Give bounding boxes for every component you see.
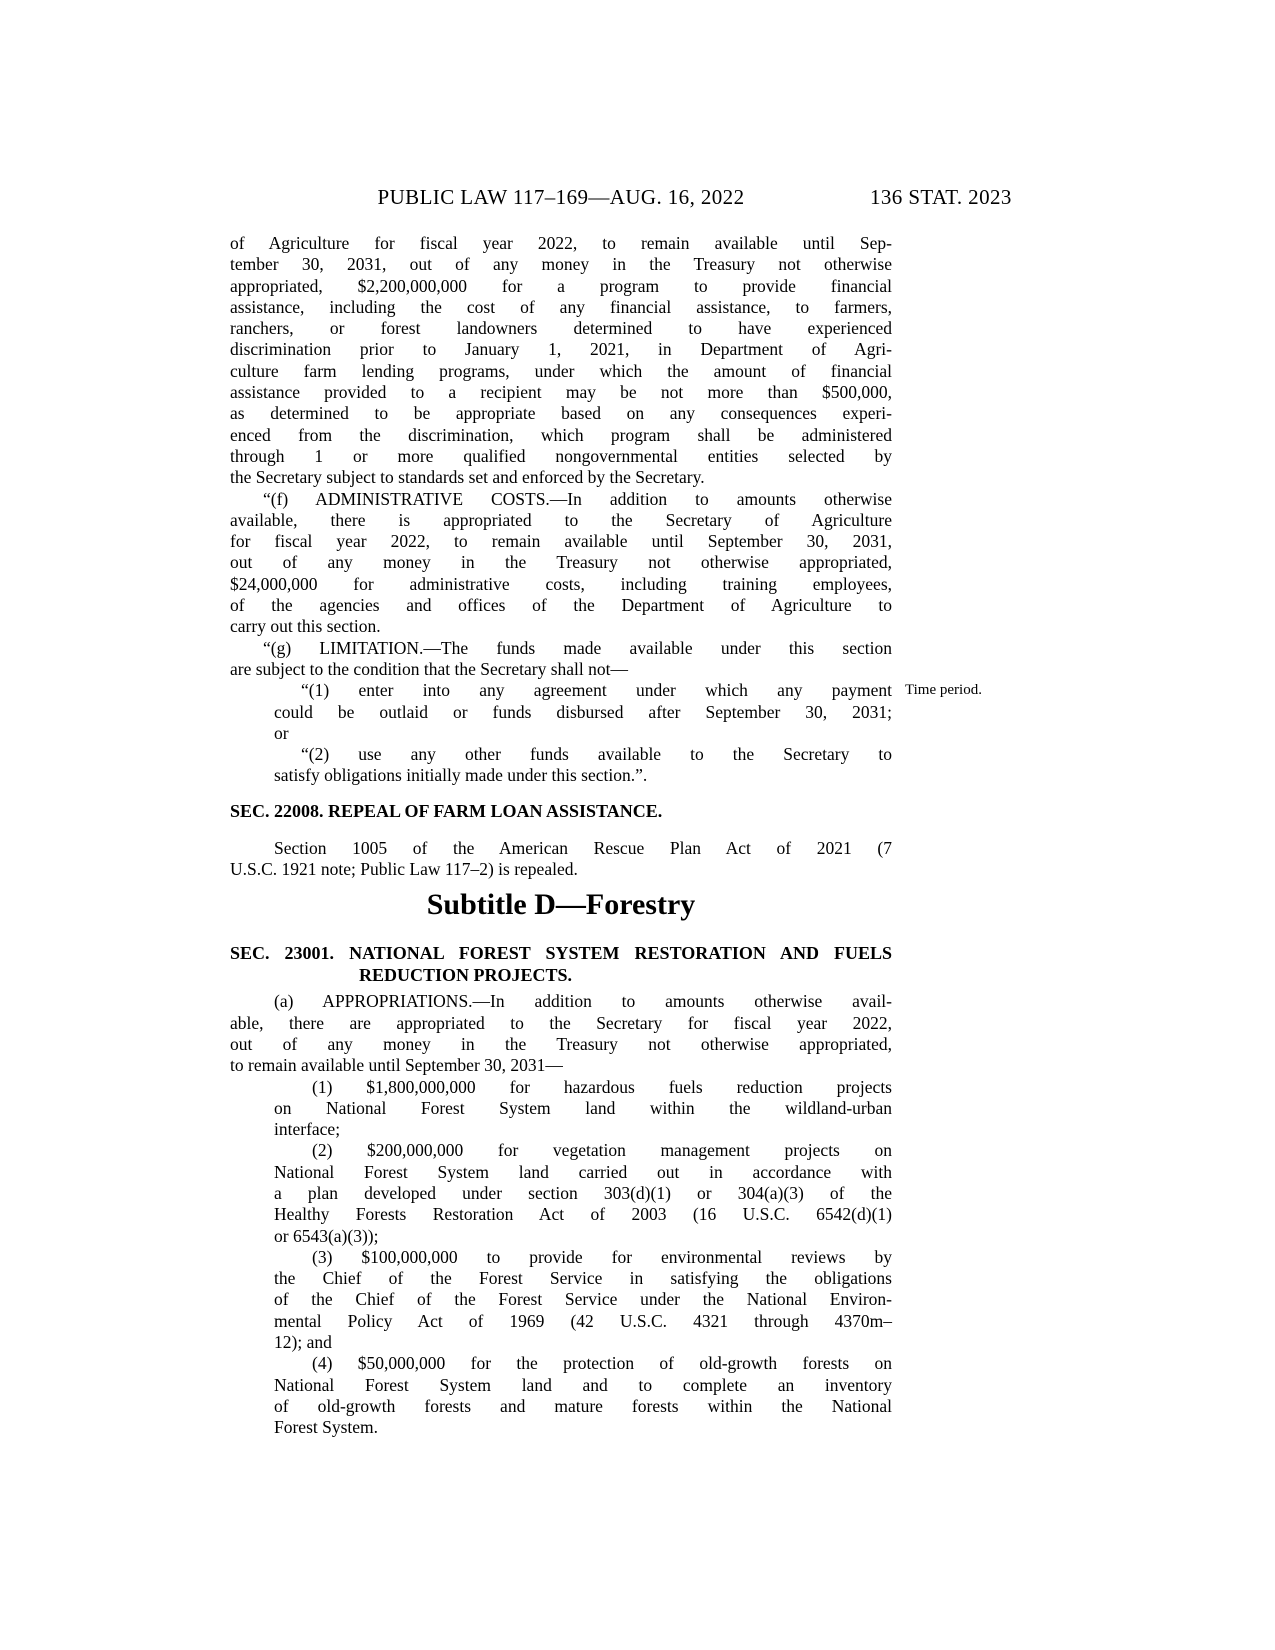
text-line: U.S.C. 1921 note; Public Law 117–2) is repealed. (230, 859, 578, 880)
item-a-3 (274, 1247, 892, 1353)
subsection-f-administrative-costs (230, 489, 892, 638)
text-line: are subject to the condition that the Secretary shall not— (230, 658, 629, 679)
text-line: discrimination prior to January 1, 2021, in Department of Agri- (230, 339, 892, 360)
clause-g-2 (274, 744, 892, 787)
text-line: Forest System. (274, 1417, 379, 1438)
text-line: (1) $1,800,000,000 for hazardous fuels reduction projects (312, 1076, 892, 1097)
text-line: $24,000,000 for administrative costs, including training employees, (230, 573, 892, 594)
text-line: of Agriculture for fiscal year 2022, to remain available until Sep- (230, 233, 892, 253)
sec-22008-heading: SEC. 22008. REPEAL OF FARM LOAN ASSISTANCE. (230, 800, 663, 821)
subsection-a-appropriations (230, 991, 892, 1076)
text-line: “(g) LIMITATION.—The funds made available under this section (263, 637, 892, 658)
text-line: for fiscal year 2022, to remain available until September 30, 2031, (230, 531, 892, 552)
sec-22008-body (230, 838, 892, 881)
text-line: ranchers, or forest landowners determined to have experienced (230, 318, 892, 339)
text-line: assistance provided to a recipient may be not more than $500,000, (230, 382, 892, 403)
text-line: SEC. 23001. NATIONAL FOREST SYSTEM RESTORATION AND FUELS (230, 943, 892, 964)
item-a-1 (274, 1077, 892, 1141)
text-line: able, there are appropriated to the Secretary for fiscal year 2022, (230, 1012, 892, 1033)
text-line: “(f) ADMINISTRATIVE COSTS.—In addition to amounts otherwise (263, 488, 892, 509)
text-line: or 6543(a)(3)); (274, 1225, 379, 1246)
clause-g-1 (274, 680, 892, 744)
text-line: interface; (274, 1119, 341, 1140)
text-line: carry out this section. (230, 616, 381, 637)
text-line: “(2) use any other funds available to the Secretary to (301, 744, 892, 765)
text-line: as determined to be appropriate based on any consequences experi- (230, 403, 892, 424)
item-a-2 (274, 1140, 892, 1246)
running-header-stat-page: 136 STAT. 2023 (870, 185, 1012, 209)
text-line: out of any money in the Treasury not otherwise appropriated, (230, 552, 892, 573)
subtitle-d-heading: Subtitle D—Forestry (426, 888, 696, 922)
text-line: Healthy Forests Restoration Act of 2003 (16 U.S.C. 6542(d)(1) (274, 1204, 892, 1225)
margin-note-time-period: Time period. (905, 682, 982, 698)
text-line: National Forest System land carried out in accordance with (274, 1161, 892, 1182)
text-line: out of any money in the Treasury not otherwise appropriated, (230, 1033, 892, 1054)
running-header-law-title: PUBLIC LAW 117–169—AUG. 16, 2022 (377, 185, 745, 209)
text-line: assistance, including the cost of any financial assistance, to farmers, (230, 296, 892, 317)
item-a-4 (274, 1353, 892, 1438)
text-line: satisfy obligations initially made under this section.”. (274, 765, 648, 786)
text-line: available, there is appropriated to the Secretary of Agriculture (230, 509, 892, 530)
text-line: (4) $50,000,000 for the protection of old-growth forests on (312, 1353, 892, 1374)
text-line: “(1) enter into any agreement under which any payment (301, 680, 892, 701)
text-line: or (274, 722, 289, 743)
text-line: (3) $100,000,000 to provide for environmental reviews by (312, 1246, 892, 1267)
text-line: (2) $200,000,000 for vegetation management projects on (312, 1140, 892, 1161)
text-line: the Secretary subject to standards set and enforced by the Secretary. (230, 467, 705, 488)
paragraph-continuation (230, 233, 892, 489)
subsection-g-limitation (230, 638, 892, 681)
text-line: of the agencies and offices of the Department of Agriculture to (230, 595, 892, 616)
text-line: National Forest System land and to complete an inventory (274, 1374, 892, 1395)
text-line: the Chief of the Forest Service in satisfying the obligations (274, 1268, 892, 1289)
text-line: of old-growth forests and mature forests within the National (274, 1395, 892, 1416)
text-line: enced from the discrimination, which program shall be administered (230, 424, 892, 445)
text-line: of the Chief of the Forest Service under the National Environ- (274, 1289, 892, 1310)
text-line: culture farm lending programs, under which the amount of financial (230, 360, 892, 381)
text-line: REDUCTION PROJECTS. (359, 965, 573, 986)
text-line: to remain available until September 30, 2031— (230, 1055, 563, 1076)
text-line: on National Forest System land within the wildland-urban (274, 1097, 892, 1118)
text-line: (a) APPROPRIATIONS.—In addition to amounts otherwise avail- (274, 991, 892, 1012)
text-line: through 1 or more qualified nongovernmental entities selected by (230, 445, 892, 466)
text-line: could be outlaid or funds disbursed after September 30, 2031; (274, 701, 892, 722)
text-line: tember 30, 2031, out of any money in the Treasury not otherwise (230, 254, 892, 275)
text-line: mental Policy Act of 1969 (42 U.S.C. 4321 through 4370m– (274, 1310, 892, 1331)
text-line: Section 1005 of the American Rescue Plan Act of 2021 (7 (274, 837, 892, 858)
text-line: a plan developed under section 303(d)(1) or 304(a)(3) of the (274, 1182, 892, 1203)
statute-text-column (230, 233, 892, 1439)
sec-23001-heading (230, 942, 892, 986)
text-line: 12); and (274, 1332, 332, 1353)
text-line: appropriated, $2,200,000,000 for a program to provide financial (230, 275, 892, 296)
